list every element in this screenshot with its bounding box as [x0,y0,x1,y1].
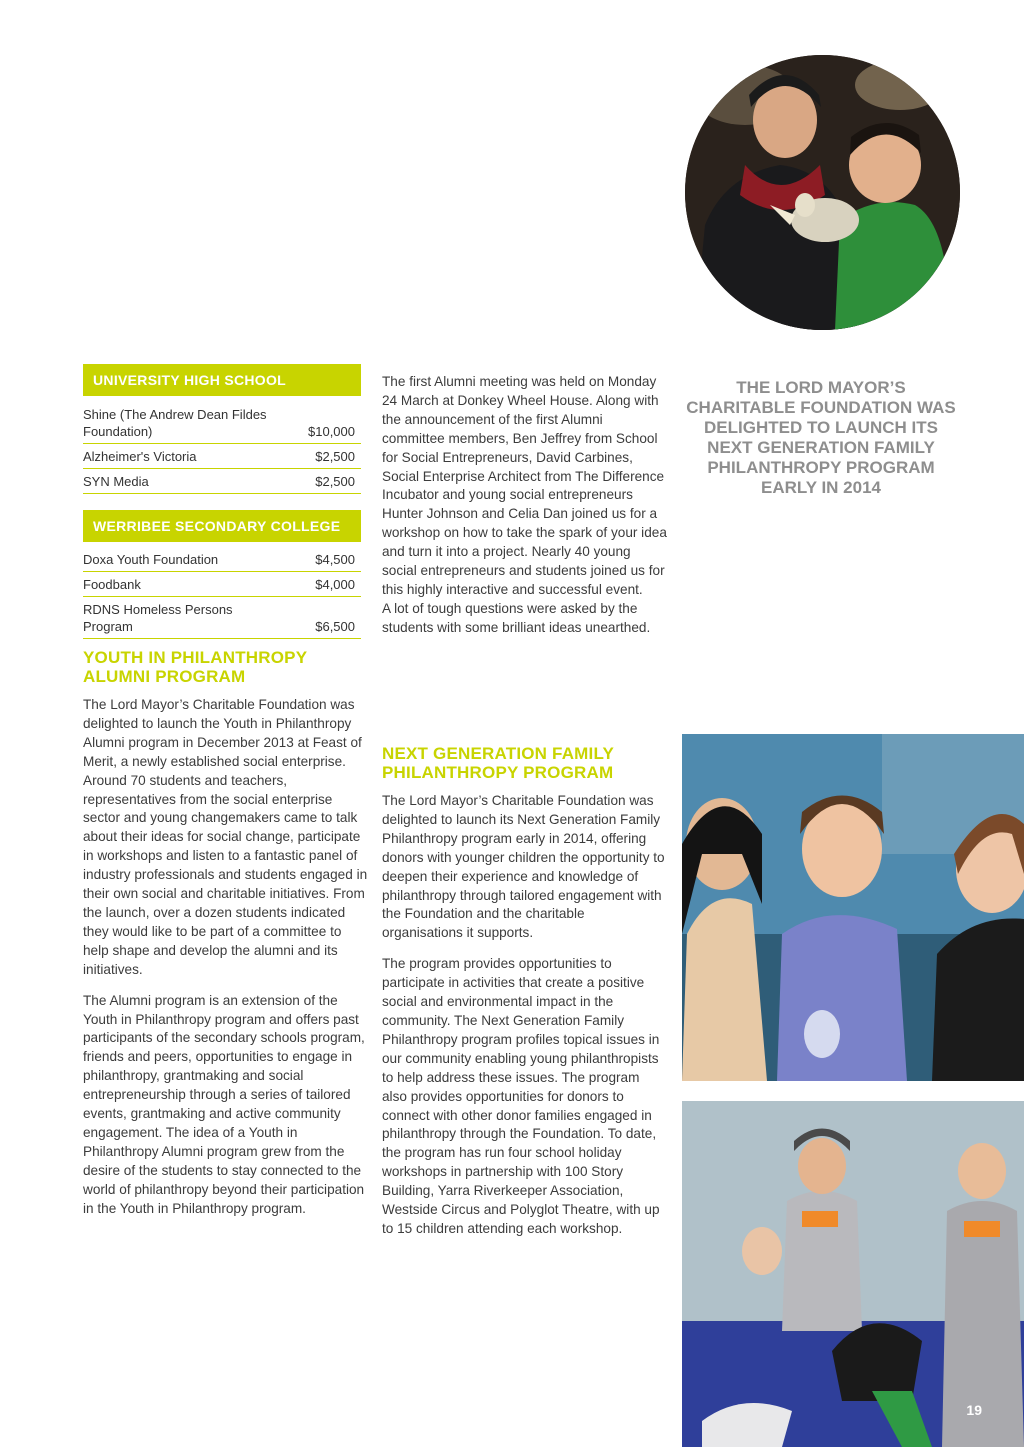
heading-next-generation: NEXT GENERATION FAMILY PHILANTHROPY PROGRAM [382,744,614,782]
section-bar-werribee-secondary-college [83,510,361,542]
column-middle-body [382,792,667,1239]
photo-three-women [682,734,1024,1081]
donation-row [83,469,361,494]
donation-list-university-high-school [83,402,361,494]
paragraph: The Lord Mayor’s Charitable Foundation was delighted to launch its Next Generation Family Philanthropy program early in 2014, offering donors with younger children the opportunity to deepen their experience and knowledge of philanthropy through tailored engagement with the Foundation and the charitable organisations it supports. [382,793,665,941]
photo-circus-workshop [682,1101,1024,1447]
photo-woman-and-child [685,55,960,330]
donation-amount: $4,500 [315,552,355,567]
pull-quote: THE LORD MAYOR’S CHARITABLE FOUNDATION WAS DELIGHTED TO LAUNCH ITS NEXT GENERATION FAMILY PHILANTHROPY PROGRAM EARLY IN 2014 [686,378,956,497]
donation-row [83,547,361,572]
photo-circus-workshop-illustration [682,1101,1024,1447]
donation-list-werribee-secondary-college [83,547,361,639]
recipient-name: SYN Media [83,474,149,489]
recipient-name: RDNS Homeless Persons Program [83,602,233,634]
paragraph: A lot of tough questions were asked by the students with some brilliant ideas unearthed. [382,600,651,635]
donation-amount: $6,500 [315,619,355,634]
paragraph: The program provides opportunities to participate in activities that create a positive social and environmental impact in the community. The Next Generation Family Philanthropy program profiles topical issues in our community enabling young philanthropists to help address these issues. The program also provides opportunities for donors to connect with other donor families engaged in philanthropy through the Foundation. To date, the program has run four school holiday workshops in partnership with 100 Story Building, Yarra Riverkeeper Association, Westside Circus and Polyglot Theatre, with up to 15 children attending each workshop. [382,956,660,1236]
recipient-name: Doxa Youth Foundation [83,552,219,567]
donation-row [83,597,361,639]
donation-amount: $10,000 [308,424,355,439]
donation-row [83,444,361,469]
paragraph: The Alumni program is an extension of the Youth in Philanthropy program and offers past participants of the secondary schools program, friends and peers, opportunities to engage in philanthropy, grantmaking and social entrepreneurship through a series of tailored events, grantmaking and active community engagement. The idea of a Youth in Philanthropy Alumni program grew from the desire of the students to stay connected to the world of philanthropy beyond their participation in the Youth in Philanthropy program. [83,992,365,1216]
paragraph: The first Alumni meeting was held on Monday 24 March at Donkey Wheel House. Along with the announcement of the first Alumni committee members, Ben Jeffrey from School for Social Entrepreneurs, David Carbines, Social Enterprise Architect from The Difference Incubator and young social entrepreneurs Hunter Johnson and Celia Dan joined us for a workshop on how to take the spark of your idea and turn it into a project. Nearly 40 young social entrepreneurs and students joined us for this highly interactive and successful event. [382,374,667,597]
donation-row [83,572,361,597]
recipient-name: Alzheimer's Victoria [83,449,197,464]
section-title: UNIVERSITY HIGH SCHOOL [93,372,287,388]
section-bar-university-high-school [83,364,361,396]
donation-amount: $4,000 [315,577,355,592]
paragraph: The Lord Mayor’s Charitable Foundation was delighted to launch the Youth in Philanthropy Alumni program in December 2013 at Feast of Merit, a newly established social enterprise. Around 70 students and teachers, representatives from the social enterprise sector and young changemakers came to talk about their ideas for social change, participate in workshops and listen to a fantastic panel of industry professionals and students engaged in their own social and charitable initiatives. From the launch, over a dozen students indicated they would like to be part of a committee to help shape and develop the alumni and its initiatives. [83,697,368,977]
column-middle-top [382,373,667,638]
donation-amount: $2,500 [315,474,355,489]
recipient-name: Foodbank [83,577,141,592]
heading-youth-alumni: YOUTH IN PHILANTHROPY ALUMNI PROGRAM [83,648,307,686]
recipient-name: Shine (The Andrew Dean Fildes Foundation) [83,407,267,439]
donation-amount: $2,500 [315,449,355,464]
column-left-body [83,696,368,1218]
page-number: 19 [966,1402,982,1418]
section-title: WERRIBEE SECONDARY COLLEGE [93,518,341,534]
donation-row [83,402,361,444]
photo-three-women-illustration [682,734,1024,1081]
photo-woman-and-child-illustration [685,55,960,330]
